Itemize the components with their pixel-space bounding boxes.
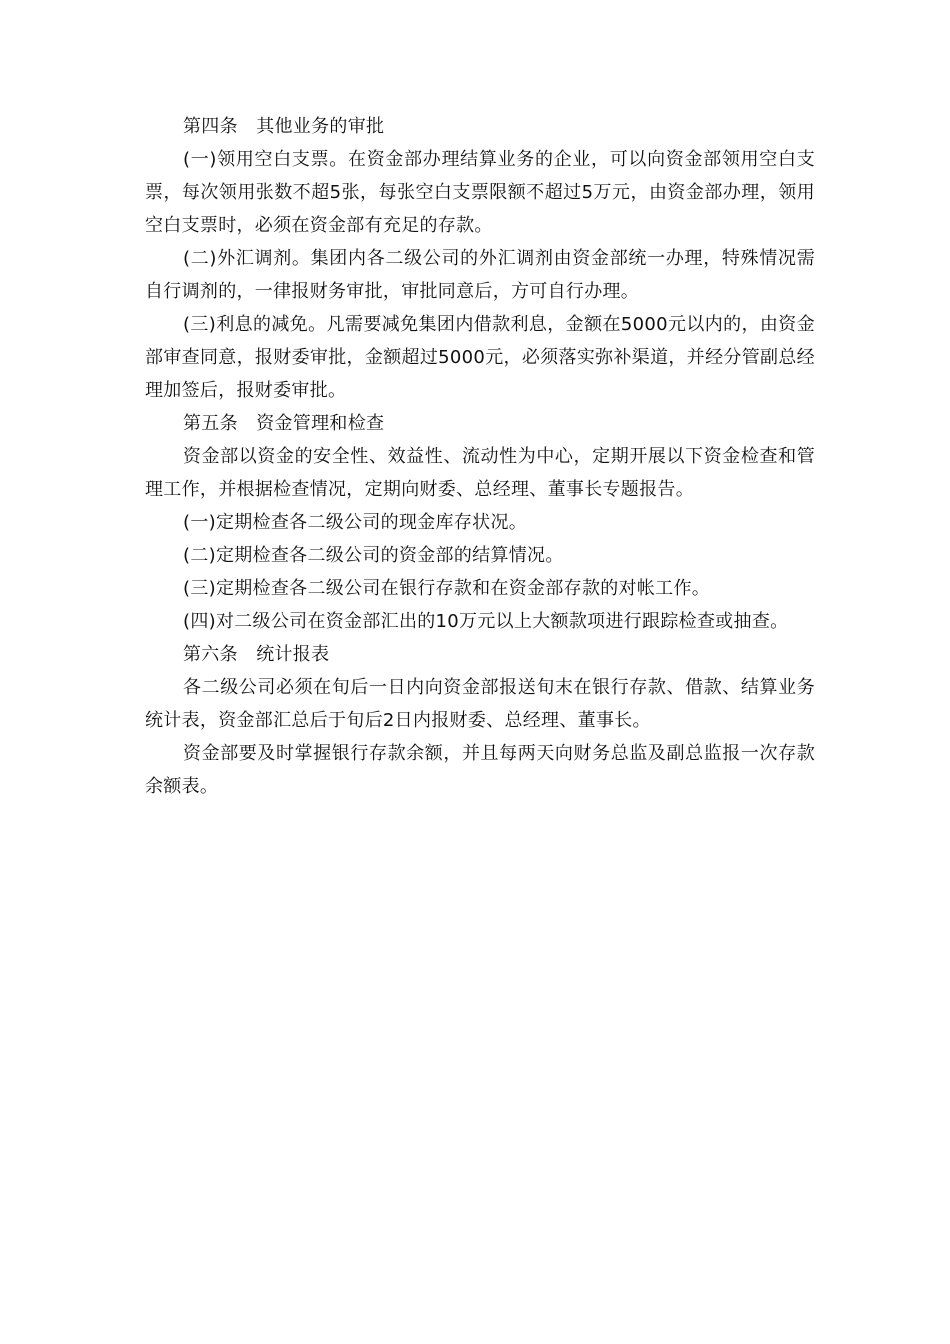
article-4-item-1: (一)领用空白支票。在资金部办理结算业务的企业，可以向资金部领用空白支票，每次领用张数不超5张，每张空白支票限额不超过5万元，由资金部办理，领用空白支票时，必须在资金部有充足的存款。 [145, 149, 815, 236]
article-6-paragraph-1: 各二级公司必须在旬后一日内向资金部报送旬末在银行存款、借款、结算业务统计表，资金部汇总后于旬后2日内报财委、总经理、董事长。 [145, 677, 815, 731]
article-5-intro: 资金部以资金的安全性、效益性、流动性为中心，定期开展以下资金检查和管理工作，并根据检查情况，定期向财委、总经理、董事长专题报告。 [145, 446, 815, 500]
article-4-heading: 第四条 其他业务的审批 [183, 116, 385, 137]
document-body [145, 110, 815, 803]
article-5-item-3: (三)定期检查各二级公司在银行存款和在资金部存款的对帐工作。 [183, 578, 711, 599]
article-5-heading: 第五条 资金管理和检查 [183, 413, 385, 434]
article-4-item-2: (二)外汇调剂。集团内各二级公司的外汇调剂由资金部统一办理，特殊情况需自行调剂的，一律报财务审批，审批同意后，方可自行办理。 [145, 248, 815, 302]
article-5-item-4: (四)对二级公司在资金部汇出的10万元以上大额款项进行跟踪检查或抽查。 [183, 611, 789, 632]
article-6-paragraph-2: 资金部要及时掌握银行存款余额，并且每两天向财务总监及副总监报一次存款余额表。 [145, 743, 815, 797]
article-4-item-3: (三)利息的减免。凡需要减免集团内借款利息，金额在5000元以内的，由资金部审查同意，报财委审批，金额超过5000元，必须落实弥补渠道，并经分管副总经理加签后，报财委审批。 [145, 314, 815, 401]
article-5-item-2: (二)定期检查各二级公司的资金部的结算情况。 [183, 545, 564, 566]
article-6-heading: 第六条 统计报表 [183, 644, 330, 665]
article-5-item-1: (一)定期检查各二级公司的现金库存状况。 [183, 512, 528, 533]
